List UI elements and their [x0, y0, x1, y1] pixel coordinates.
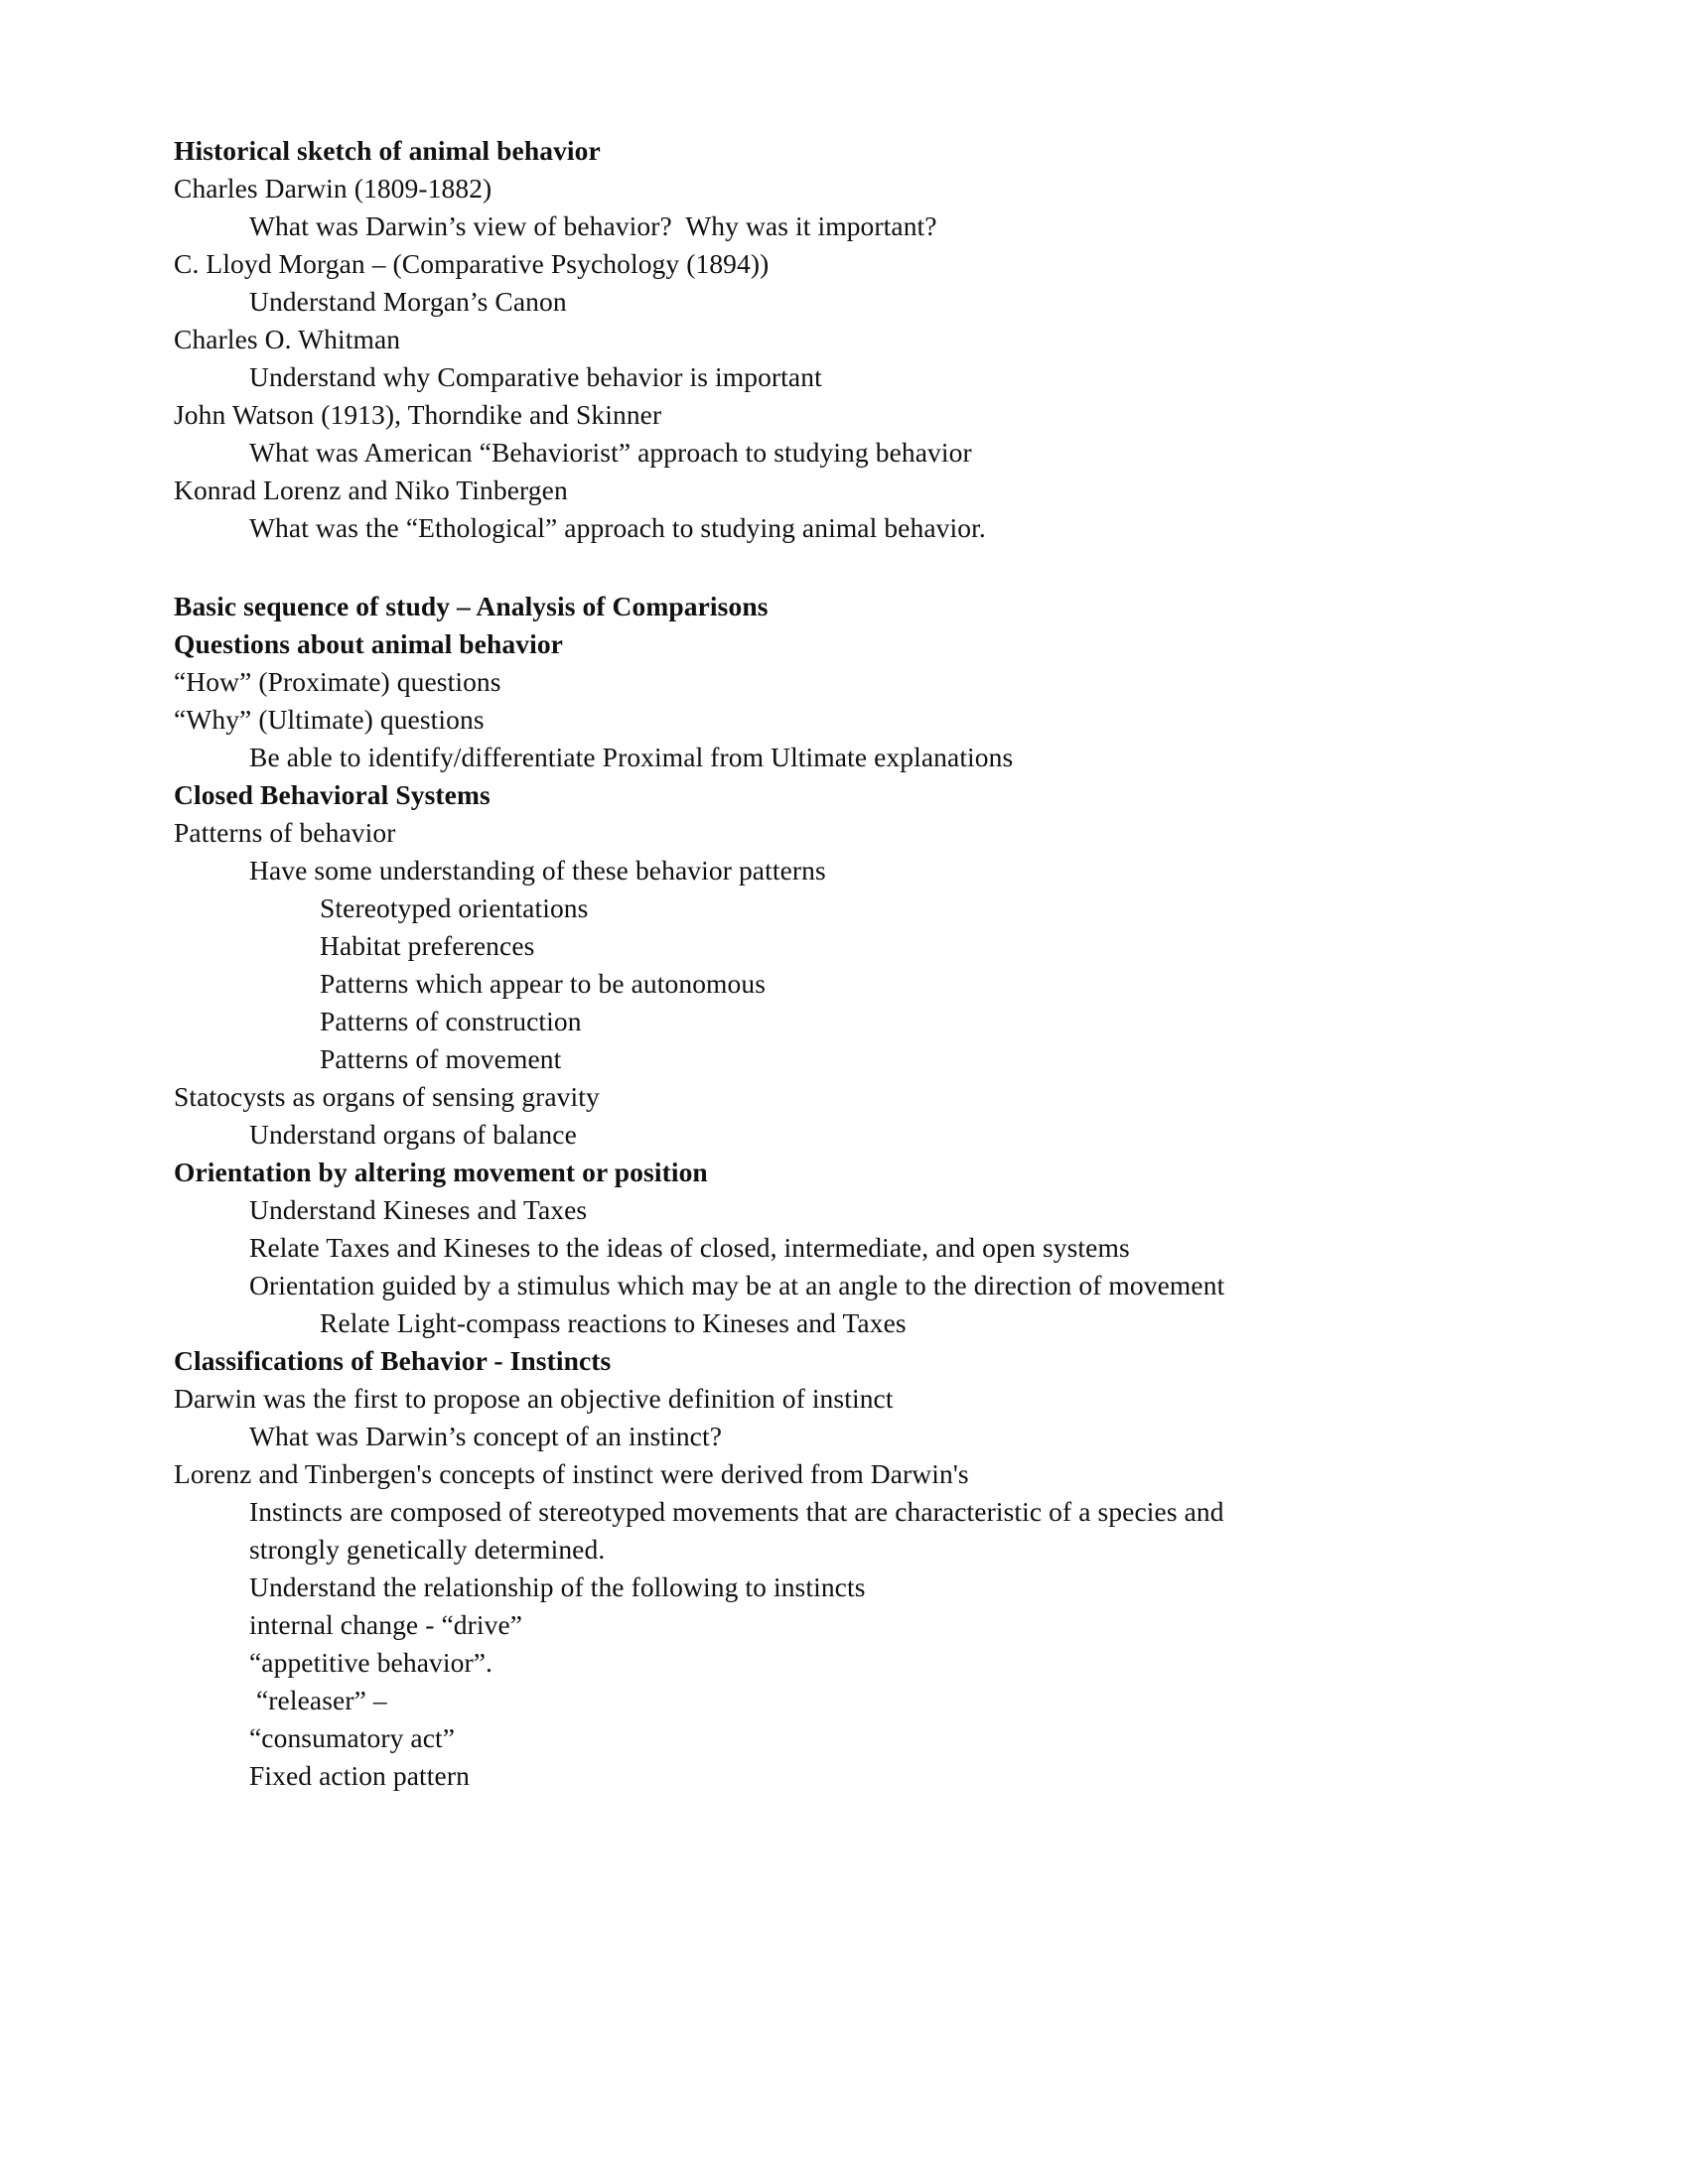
section-heading: Orientation by altering movement or position	[174, 1157, 708, 1187]
outline-line: John Watson (1913), Thorndike and Skinner	[174, 399, 662, 430]
outline-line: What was Darwin’s concept of an instinct?	[249, 1421, 723, 1451]
outline-line: Konrad Lorenz and Niko Tinbergen	[174, 475, 568, 505]
outline-line: Understand the relationship of the following to instincts	[249, 1571, 866, 1602]
outline-line: Patterns of construction	[320, 1006, 582, 1036]
outline-line: Statocysts as organs of sensing gravity	[174, 1081, 600, 1112]
outline-line: Orientation guided by a stimulus which may be at an angle to the direction of movement	[249, 1270, 1225, 1300]
outline-line: Fixed action pattern	[249, 1760, 470, 1791]
outline-line: What was the “Ethological” approach to studying animal behavior.	[249, 512, 986, 543]
section-heading: Classifications of Behavior - Instincts	[174, 1345, 612, 1376]
outline-line: Charles O. Whitman	[174, 324, 401, 354]
outline-line: Patterns which appear to be autonomous	[320, 968, 767, 999]
outline-line: Be able to identify/differentiate Proximal from Ultimate explanations	[249, 742, 1014, 772]
outline-line: Instincts are composed of stereotyped movements that are characteristic of a species and strongly genetically determined.	[249, 1496, 1231, 1565]
section-heading: Basic sequence of study – Analysis of Comparisons	[174, 591, 769, 621]
outline-line: internal change - “drive”	[249, 1609, 523, 1640]
section-heading: Historical sketch of animal behavior	[174, 135, 601, 166]
outline-line: Understand why Comparative behavior is important	[249, 361, 822, 392]
outline-line: “Why” (Ultimate) questions	[174, 704, 485, 735]
outline-line: Habitat preferences	[320, 930, 535, 961]
section-heading: Questions about animal behavior	[174, 628, 563, 659]
outline-line: Relate Light-compass reactions to Kineses and Taxes	[320, 1307, 907, 1338]
section-heading: Closed Behavioral Systems	[174, 779, 491, 810]
outline-line: What was American “Behaviorist” approach to studying behavior	[249, 437, 972, 468]
outline-line: “releaser” –	[249, 1685, 387, 1715]
outline-line: “appetitive behavior”.	[249, 1647, 493, 1678]
outline-line: Have some understanding of these behavior patterns	[249, 855, 826, 886]
outline-line: “How” (Proximate) questions	[174, 666, 501, 697]
outline-line: Charles Darwin (1809-1882)	[174, 173, 492, 204]
outline-line: What was Darwin’s view of behavior? Why was it important?	[249, 210, 937, 241]
outline-line: “consumatory act”	[249, 1722, 456, 1753]
outline-section-basic-sequence	[174, 588, 1286, 1795]
outline-line: Relate Taxes and Kineses to the ideas of closed, intermediate, and open systems	[249, 1232, 1130, 1263]
outline-section-historical-sketch	[174, 132, 1286, 547]
outline-line: Patterns of behavior	[174, 817, 396, 848]
outline-line: Darwin was the first to propose an objective definition of instinct	[174, 1383, 894, 1414]
outline-line: Lorenz and Tinbergen's concepts of instinct were derived from Darwin's	[174, 1458, 969, 1489]
outline-line: Understand organs of balance	[249, 1119, 577, 1150]
outline-line: Understand Kineses and Taxes	[249, 1194, 588, 1225]
outline-line: Stereotyped orientations	[320, 892, 589, 923]
outline-line: Understand Morgan’s Canon	[249, 286, 567, 317]
outline-line: C. Lloyd Morgan – (Comparative Psychology (1894))	[174, 248, 770, 279]
outline-line: Patterns of movement	[320, 1043, 562, 1074]
paragraph-spacer	[174, 547, 1286, 588]
document-body	[174, 132, 1286, 1795]
